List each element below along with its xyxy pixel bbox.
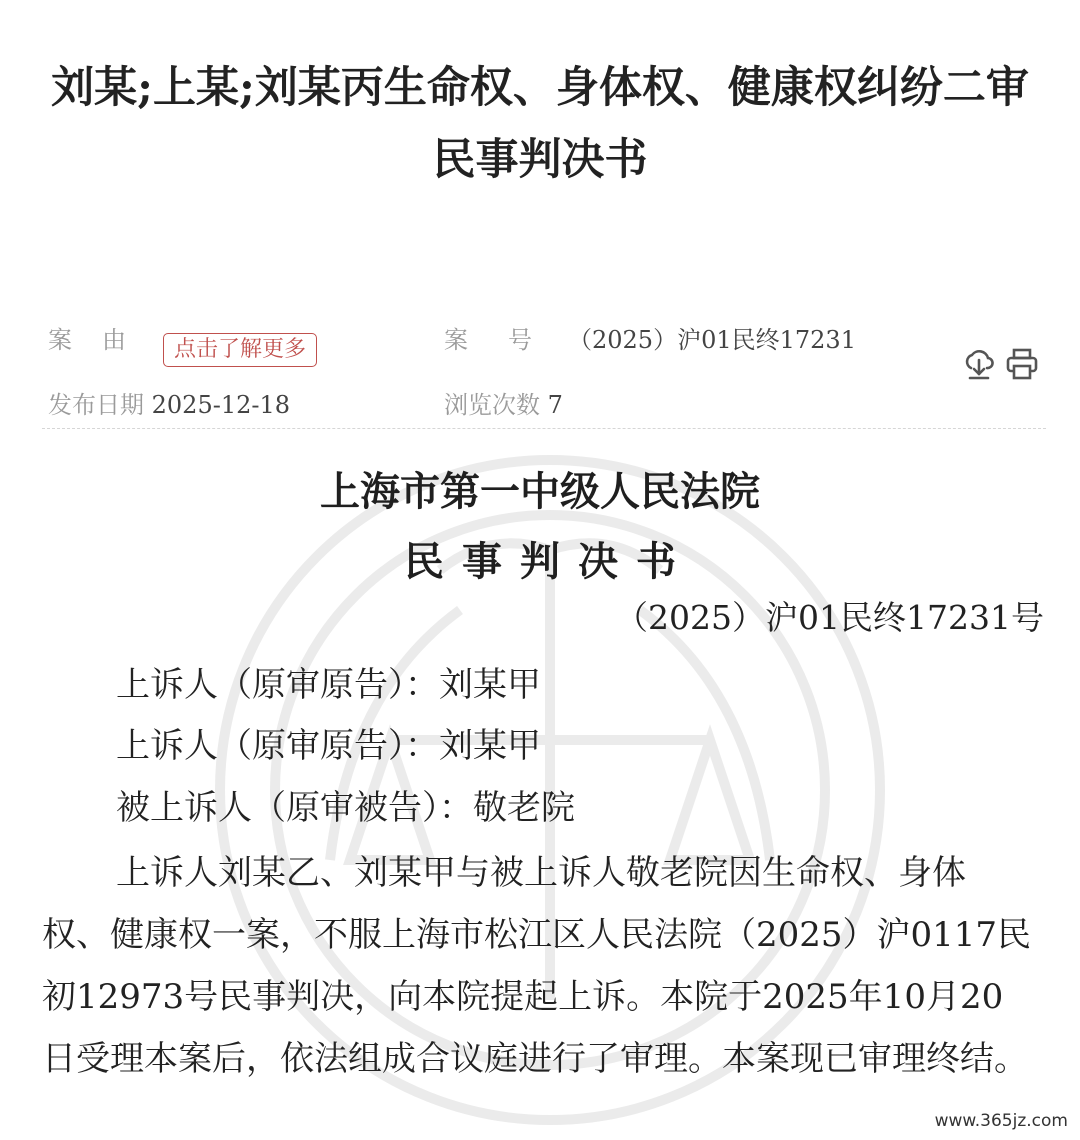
court-name: 上海市第一中级人民法院: [320, 468, 760, 515]
title-line-1: 刘某;上某;刘某丙生命权、身体权、健康权纠纷二审: [51, 63, 1029, 113]
site-watermark: www.365jz.com: [931, 1110, 1072, 1132]
print-icon[interactable]: [1005, 347, 1039, 381]
header-divider: [42, 428, 1046, 429]
document-type: 民事判决书: [404, 538, 694, 585]
publish-date-value: 2025-12-18: [151, 391, 291, 419]
document-title: [0, 52, 1080, 196]
title-line-2: 民事判决书: [432, 135, 648, 185]
judgment-paragraph: 上诉人刘某乙、刘某甲与被上诉人敬老院因生命权、身体权、健康权一案，不服上海市松江区人民法院（2025）沪0117民初12973号民事判决，向本院提起上诉。本院于2025年10月20日受理本案后，依法组成合议庭进行了审理。本案现已审理终结。: [42, 853, 1032, 1079]
party-line: 上诉人（原审原告）：刘某甲: [116, 665, 541, 705]
party-line: 上诉人（原审原告）：刘某甲: [116, 726, 541, 766]
view-count: [444, 385, 563, 420]
download-icon[interactable]: [962, 347, 996, 381]
case-number-label: 案号: [444, 326, 572, 354]
document-number: （2025）沪01民终17231号: [615, 598, 1044, 637]
publish-date-label: 发布日期: [48, 391, 144, 419]
party-line: 被上诉人（原审被告）：敬老院: [116, 788, 575, 828]
learn-more-button[interactable]: 点击了解更多: [163, 333, 317, 367]
view-count-value: 7: [547, 391, 563, 419]
case-number-value: （2025）沪01民终17231: [568, 326, 856, 354]
publish-date: [48, 385, 290, 420]
cause-label: 案由: [48, 326, 156, 354]
view-count-label: 浏览次数: [444, 391, 540, 419]
